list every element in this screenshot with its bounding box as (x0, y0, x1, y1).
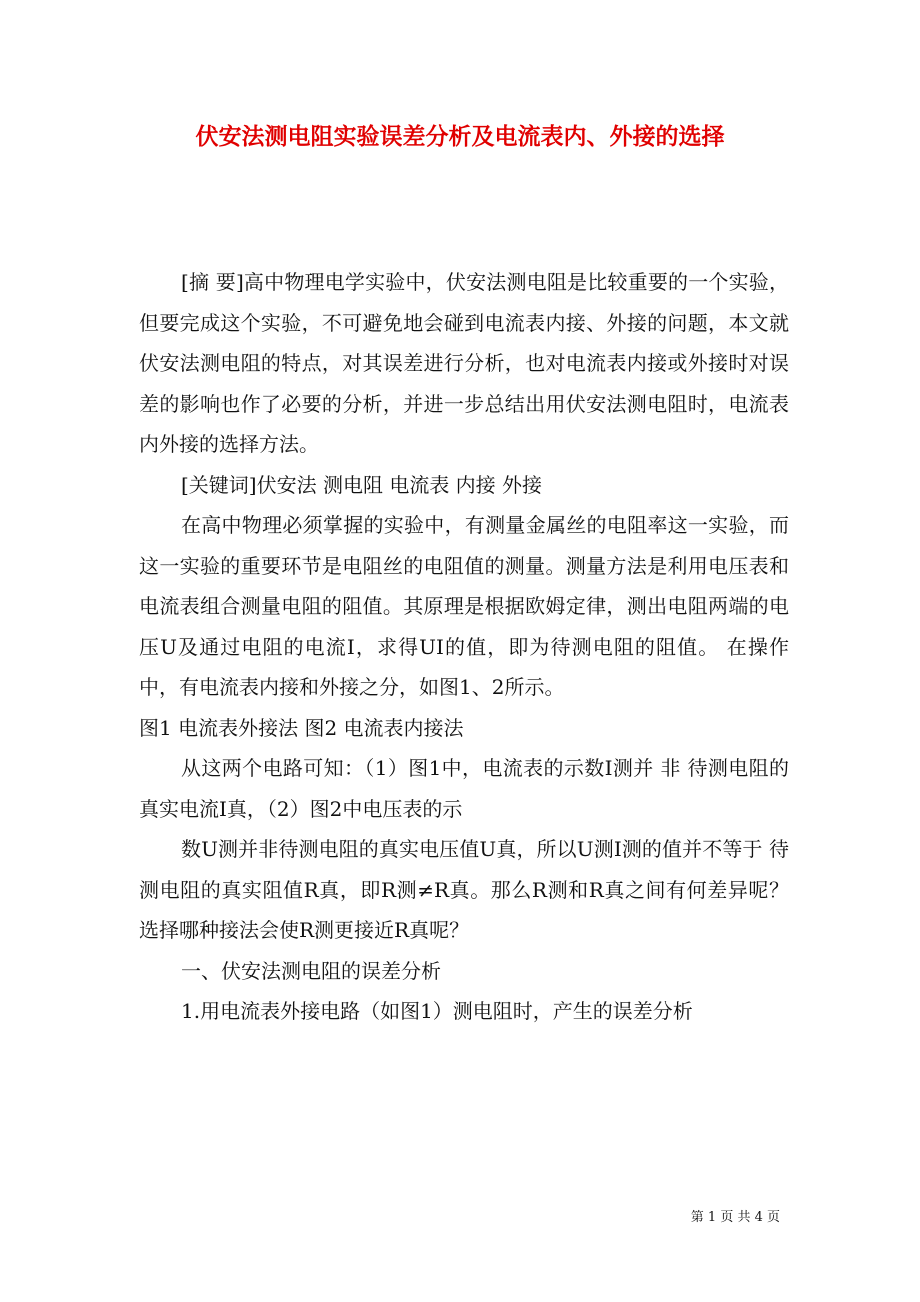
document-title: 伏安法测电阻实验误差分析及电流表内、外接的选择 (195, 123, 725, 150)
figure-caption: 图1 电流表外接法 图2 电流表内接法 (139, 715, 464, 740)
page-number-footer: 第 1 页 共 4 页 (690, 1210, 780, 1225)
intro-paragraph: 在高中物理必须掌握的实验中，有测量金属丝的电阻率这一实验，而这一实验的重要环节是电阻丝的电阻值的测量。测量方法是利用电压表和电流表组合测量电阻的阻值。其原理是根据欧姆定律，测出电阻两端的电压U及通过电阻的电流I，求得UI的值，即为待测电阻的阻值。 在操作中，有电流表内接和外接之分，如图1、2所示。 (139, 513, 789, 699)
document-body (139, 262, 789, 1032)
analysis-paragraph: 从这两个电路可知：（1）图1中，电流表的示数I测并 非 待测电阻的真实电流I真，（2）图2中电压表的示 (139, 756, 789, 821)
keywords-paragraph: [关键词]伏安法 测电阻 电流表 内接 外接 (181, 472, 543, 497)
subsection-heading: 1.用电流表外接电路（如图1）测电阻时，产生的误差分析 (181, 999, 693, 1023)
abstract-paragraph: [摘 要]高中物理电学实验中，伏安法测电阻是比较重要的一个实验，但要完成这个实验，不可避免地会碰到电流表内接、外接的问题，本文就伏安法测电阻的特点，对其误差进行分析，也对电流表内接或外接时对误差的影响也作了必要的分析，并进一步总结出用伏安法测电阻时，电流表内外接的选择方法。 (139, 270, 789, 456)
section-heading: 一、伏安法测电阻的误差分析 (181, 958, 441, 983)
analysis-paragraph-continued: 数U测并非待测电阻的真实电压值U真，所以U测I测的值并不等于 待测电阻的真实阻值R真，即R测≠R真。那么R测和R真之间有何差异呢？选择哪种接法会使R测更接近R真呢？ (139, 837, 789, 942)
